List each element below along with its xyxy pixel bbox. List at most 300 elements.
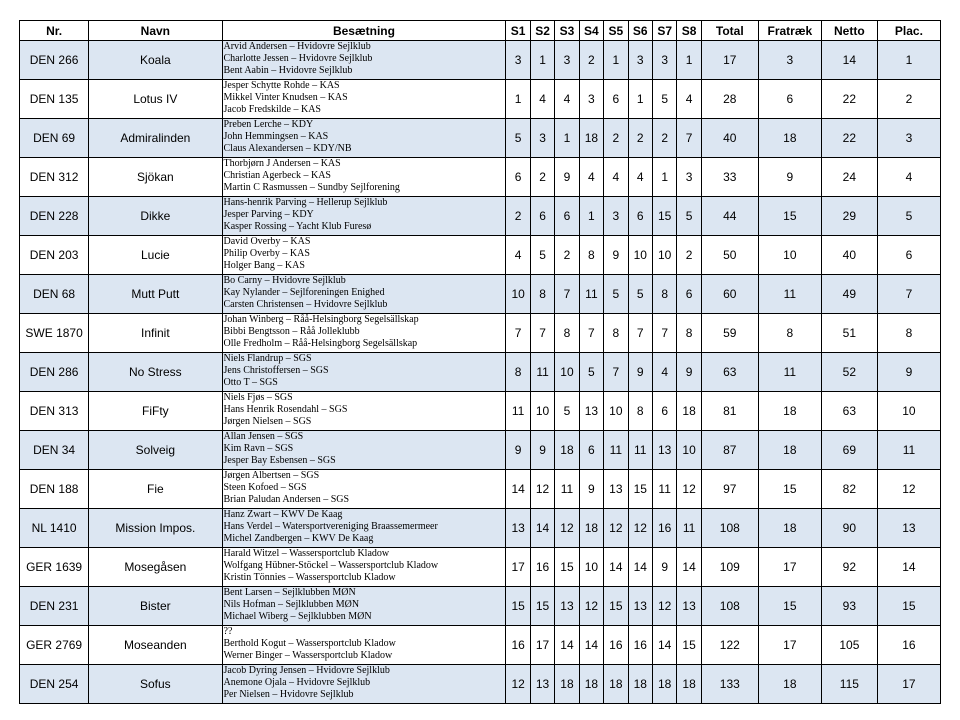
table-row [20, 80, 941, 119]
table-row [20, 392, 941, 431]
race-1-score-cell: 10 [506, 275, 530, 314]
race-5-score-cell: 5 [604, 275, 628, 314]
race-5-score-cell: 3 [604, 197, 628, 236]
crew-member: Niels Fjøs – SGS [223, 392, 293, 403]
crew-cell [222, 392, 506, 431]
placement-cell: 6 [877, 236, 940, 275]
crew-member: Christian Agerbeck – KAS [223, 170, 331, 182]
race-2-score-cell: 15 [530, 587, 554, 626]
crew-member: Harald Witzel – Wassersportclub Kladow [223, 548, 390, 559]
race-7-score-cell: 10 [652, 236, 676, 275]
race-8-score-cell: 3 [677, 158, 701, 197]
race-6-score-cell: 9 [628, 353, 652, 392]
race-6-score-cell: 7 [628, 314, 652, 353]
race-2-score-cell: 13 [530, 665, 554, 704]
table-row [20, 197, 941, 236]
crew-member: Berthold Kogut – Wassersportclub Kladow [223, 638, 396, 650]
col-header-s4: S4 [579, 21, 603, 41]
race-6-score-cell: 8 [628, 392, 652, 431]
crew-member: Bent Larsen – Sejlklubben MØN [223, 587, 356, 598]
crew-member: Otto T – SGS [223, 377, 278, 389]
crew-cell [222, 197, 506, 236]
crew-cell [222, 158, 506, 197]
race-2-score-cell: 8 [530, 275, 554, 314]
race-7-score-cell: 8 [652, 275, 676, 314]
race-7-score-cell: 18 [652, 665, 676, 704]
col-header-nr: Nr. [20, 21, 89, 41]
netto-cell: 51 [821, 314, 877, 353]
crew-cell [222, 431, 506, 470]
crew-cell [222, 470, 506, 509]
placement-cell: 1 [877, 41, 940, 80]
crew-member: Martin C Rasmussen – Sundby Sejlforening [223, 182, 400, 194]
col-header-s6: S6 [628, 21, 652, 41]
table-row [20, 41, 941, 80]
race-1-score-cell: 14 [506, 470, 530, 509]
race-1-score-cell: 8 [506, 353, 530, 392]
placement-cell: 14 [877, 548, 940, 587]
crew-member: John Hemmingsen – KAS [223, 131, 329, 143]
crew-cell [222, 41, 506, 80]
race-2-score-cell: 1 [530, 41, 554, 80]
crew-member: Hans Henrik Rosendahl – SGS [223, 404, 348, 416]
race-5-score-cell: 1 [604, 41, 628, 80]
crew-member: Bent Aabin – Hvidovre Sejlklub [223, 65, 353, 77]
sail-number-cell: DEN 203 [20, 236, 89, 275]
race-8-score-cell: 18 [677, 392, 701, 431]
sail-number-cell: DEN 254 [20, 665, 89, 704]
table-row [20, 626, 941, 665]
placement-cell: 15 [877, 587, 940, 626]
crew-member: Jesper Parving – KDY [223, 209, 314, 221]
race-2-score-cell: 17 [530, 626, 554, 665]
total-cell: 63 [701, 353, 758, 392]
race-6-score-cell: 12 [628, 509, 652, 548]
race-8-score-cell: 14 [677, 548, 701, 587]
race-6-score-cell: 16 [628, 626, 652, 665]
crew-cell [222, 314, 506, 353]
fratraek-cell: 17 [758, 626, 821, 665]
netto-cell: 93 [821, 587, 877, 626]
race-3-score-cell: 15 [555, 548, 579, 587]
total-cell: 17 [701, 41, 758, 80]
col-header-s7: S7 [652, 21, 676, 41]
total-cell: 122 [701, 626, 758, 665]
race-4-score-cell: 13 [579, 392, 603, 431]
crew-cell [222, 509, 506, 548]
race-4-score-cell: 2 [579, 41, 603, 80]
crew-member: Jørgen Nielsen – SGS [223, 416, 312, 428]
race-6-score-cell: 15 [628, 470, 652, 509]
placement-cell: 9 [877, 353, 940, 392]
race-5-score-cell: 13 [604, 470, 628, 509]
race-8-score-cell: 2 [677, 236, 701, 275]
crew-member: Charlotte Jessen – Hvidovre Sejlklub [223, 53, 373, 65]
crew-member: Wolfgang Hübner-Stöckel – Wassersportclub Kladow [223, 560, 439, 572]
boat-name-cell: Solveig [89, 431, 222, 470]
crew-member: Kim Ravn – SGS [223, 443, 294, 455]
table-row [20, 431, 941, 470]
col-header-s5: S5 [604, 21, 628, 41]
race-5-score-cell: 9 [604, 236, 628, 275]
sail-number-cell: NL 1410 [20, 509, 89, 548]
race-2-score-cell: 2 [530, 158, 554, 197]
boat-name-cell: Mosegåsen [89, 548, 222, 587]
fratraek-cell: 18 [758, 119, 821, 158]
fratraek-cell: 9 [758, 158, 821, 197]
netto-cell: 90 [821, 509, 877, 548]
race-7-score-cell: 6 [652, 392, 676, 431]
race-7-score-cell: 16 [652, 509, 676, 548]
crew-member: Hanz Zwart – KWV De Kaag [223, 509, 343, 520]
sail-number-cell: DEN 135 [20, 80, 89, 119]
placement-cell: 2 [877, 80, 940, 119]
crew-member: Werner Binger – Wassersportclub Kladow [223, 650, 393, 662]
netto-cell: 24 [821, 158, 877, 197]
sail-number-cell: SWE 1870 [20, 314, 89, 353]
crew-member: Hans Verdel – Watersportvereniging Braassemermeer [223, 521, 438, 533]
total-cell: 87 [701, 431, 758, 470]
table-row [20, 119, 941, 158]
total-cell: 97 [701, 470, 758, 509]
crew-member: Preben Lerche – KDY [223, 119, 314, 130]
race-8-score-cell: 15 [677, 626, 701, 665]
sail-number-cell: DEN 69 [20, 119, 89, 158]
total-cell: 50 [701, 236, 758, 275]
crew-member: Hans-henrik Parving – Hellerup Sejlklub [223, 197, 388, 208]
race-4-score-cell: 18 [579, 119, 603, 158]
boat-name-cell: Bister [89, 587, 222, 626]
race-7-score-cell: 12 [652, 587, 676, 626]
col-header-netto: Netto [821, 21, 877, 41]
total-cell: 133 [701, 665, 758, 704]
crew-member: Niels Flandrup – SGS [223, 353, 312, 364]
race-3-score-cell: 2 [555, 236, 579, 275]
col-header-s8: S8 [677, 21, 701, 41]
race-3-score-cell: 8 [555, 314, 579, 353]
crew-member: Philip Overby – KAS [223, 248, 310, 260]
table-row [20, 158, 941, 197]
race-4-score-cell: 3 [579, 80, 603, 119]
total-cell: 108 [701, 509, 758, 548]
crew-member: Steen Kofoed – SGS [223, 482, 307, 494]
col-header-fratraek: Fratræk [758, 21, 821, 41]
race-5-score-cell: 18 [604, 665, 628, 704]
race-2-score-cell: 16 [530, 548, 554, 587]
total-cell: 59 [701, 314, 758, 353]
netto-cell: 22 [821, 80, 877, 119]
sail-number-cell: GER 1639 [20, 548, 89, 587]
race-4-score-cell: 10 [579, 548, 603, 587]
sail-number-cell: DEN 188 [20, 470, 89, 509]
total-cell: 109 [701, 548, 758, 587]
placement-cell: 10 [877, 392, 940, 431]
placement-cell: 17 [877, 665, 940, 704]
placement-cell: 12 [877, 470, 940, 509]
race-8-score-cell: 12 [677, 470, 701, 509]
race-5-score-cell: 4 [604, 158, 628, 197]
race-8-score-cell: 10 [677, 431, 701, 470]
crew-member: Arvid Andersen – Hvidovre Sejlklub [223, 41, 371, 52]
race-5-score-cell: 10 [604, 392, 628, 431]
crew-member: Bo Carny – Hvidovre Sejlklub [223, 275, 346, 286]
table-row [20, 470, 941, 509]
fratraek-cell: 18 [758, 431, 821, 470]
race-8-score-cell: 7 [677, 119, 701, 158]
race-8-score-cell: 13 [677, 587, 701, 626]
race-5-score-cell: 12 [604, 509, 628, 548]
race-2-score-cell: 12 [530, 470, 554, 509]
race-6-score-cell: 14 [628, 548, 652, 587]
race-3-score-cell: 6 [555, 197, 579, 236]
race-6-score-cell: 1 [628, 80, 652, 119]
race-2-score-cell: 4 [530, 80, 554, 119]
fratraek-cell: 18 [758, 509, 821, 548]
race-4-score-cell: 1 [579, 197, 603, 236]
total-cell: 28 [701, 80, 758, 119]
fratraek-cell: 6 [758, 80, 821, 119]
race-1-score-cell: 13 [506, 509, 530, 548]
crew-member: Mikkel Vinter Knudsen – KAS [223, 92, 348, 104]
netto-cell: 14 [821, 41, 877, 80]
crew-member: ?? [223, 626, 233, 637]
netto-cell: 29 [821, 197, 877, 236]
race-8-score-cell: 1 [677, 41, 701, 80]
col-header-navn: Navn [89, 21, 222, 41]
crew-member: David Overby – KAS [223, 236, 311, 247]
netto-cell: 115 [821, 665, 877, 704]
table-row [20, 587, 941, 626]
crew-member: Carsten Christensen – Hvidovre Sejlklub [223, 299, 388, 311]
race-4-score-cell: 12 [579, 587, 603, 626]
race-4-score-cell: 4 [579, 158, 603, 197]
race-3-score-cell: 1 [555, 119, 579, 158]
netto-cell: 22 [821, 119, 877, 158]
table-row [20, 548, 941, 587]
boat-name-cell: Sofus [89, 665, 222, 704]
crew-member: Holger Bang – KAS [223, 260, 305, 272]
fratraek-cell: 18 [758, 392, 821, 431]
race-1-score-cell: 17 [506, 548, 530, 587]
sail-number-cell: DEN 68 [20, 275, 89, 314]
col-header-plac: Plac. [877, 21, 940, 41]
boat-name-cell: Fie [89, 470, 222, 509]
race-7-score-cell: 14 [652, 626, 676, 665]
crew-member: Jesper Bay Esbensen – SGS [223, 455, 336, 467]
crew-member: Jacob Dyring Jensen – Hvidovre Sejlklub [223, 665, 390, 676]
table-row [20, 314, 941, 353]
race-1-score-cell: 16 [506, 626, 530, 665]
race-5-score-cell: 16 [604, 626, 628, 665]
crew-cell [222, 587, 506, 626]
race-4-score-cell: 7 [579, 314, 603, 353]
placement-cell: 7 [877, 275, 940, 314]
race-2-score-cell: 14 [530, 509, 554, 548]
fratraek-cell: 15 [758, 587, 821, 626]
race-7-score-cell: 9 [652, 548, 676, 587]
race-6-score-cell: 10 [628, 236, 652, 275]
fratraek-cell: 15 [758, 470, 821, 509]
sail-number-cell: DEN 231 [20, 587, 89, 626]
race-6-score-cell: 2 [628, 119, 652, 158]
race-5-score-cell: 2 [604, 119, 628, 158]
crew-member: Michael Wiberg – Sejlklubben MØN [223, 611, 372, 623]
table-row [20, 275, 941, 314]
race-5-score-cell: 8 [604, 314, 628, 353]
sail-number-cell: DEN 228 [20, 197, 89, 236]
race-4-score-cell: 11 [579, 275, 603, 314]
netto-cell: 63 [821, 392, 877, 431]
fratraek-cell: 3 [758, 41, 821, 80]
race-2-score-cell: 3 [530, 119, 554, 158]
total-cell: 40 [701, 119, 758, 158]
race-3-score-cell: 7 [555, 275, 579, 314]
race-3-score-cell: 18 [555, 665, 579, 704]
placement-cell: 13 [877, 509, 940, 548]
race-3-score-cell: 10 [555, 353, 579, 392]
race-5-score-cell: 14 [604, 548, 628, 587]
race-1-score-cell: 7 [506, 314, 530, 353]
race-4-score-cell: 5 [579, 353, 603, 392]
race-8-score-cell: 8 [677, 314, 701, 353]
race-1-score-cell: 4 [506, 236, 530, 275]
boat-name-cell: FiFty [89, 392, 222, 431]
netto-cell: 69 [821, 431, 877, 470]
placement-cell: 11 [877, 431, 940, 470]
placement-cell: 5 [877, 197, 940, 236]
race-3-score-cell: 13 [555, 587, 579, 626]
placement-cell: 3 [877, 119, 940, 158]
crew-member: Kristin Tönnies – Wassersportclub Kladow [223, 572, 396, 584]
crew-member: Bibbi Bengtsson – Råå Jolleklubb [223, 326, 360, 338]
total-cell: 44 [701, 197, 758, 236]
crew-cell [222, 353, 506, 392]
placement-cell: 16 [877, 626, 940, 665]
crew-member: Johan Winberg – Råå-Helsingborg Segelsällskap [223, 314, 419, 325]
race-3-score-cell: 18 [555, 431, 579, 470]
crew-cell [222, 548, 506, 587]
col-header-total: Total [701, 21, 758, 41]
total-cell: 60 [701, 275, 758, 314]
col-header-besaetning: Besætning [222, 21, 506, 41]
crew-member: Allan Jensen – SGS [223, 431, 304, 442]
race-6-score-cell: 11 [628, 431, 652, 470]
race-7-score-cell: 1 [652, 158, 676, 197]
race-7-score-cell: 5 [652, 80, 676, 119]
race-7-score-cell: 4 [652, 353, 676, 392]
race-4-score-cell: 6 [579, 431, 603, 470]
fratraek-cell: 11 [758, 353, 821, 392]
race-4-score-cell: 18 [579, 509, 603, 548]
race-1-score-cell: 6 [506, 158, 530, 197]
race-6-score-cell: 6 [628, 197, 652, 236]
total-cell: 81 [701, 392, 758, 431]
boat-name-cell: Infinit [89, 314, 222, 353]
netto-cell: 49 [821, 275, 877, 314]
race-5-score-cell: 7 [604, 353, 628, 392]
race-8-score-cell: 4 [677, 80, 701, 119]
table-row [20, 353, 941, 392]
race-7-score-cell: 15 [652, 197, 676, 236]
race-6-score-cell: 13 [628, 587, 652, 626]
race-5-score-cell: 11 [604, 431, 628, 470]
crew-member: Jens Christoffersen – SGS [223, 365, 329, 377]
netto-cell: 92 [821, 548, 877, 587]
race-7-score-cell: 13 [652, 431, 676, 470]
race-3-score-cell: 4 [555, 80, 579, 119]
sail-number-cell: DEN 312 [20, 158, 89, 197]
sail-number-cell: GER 2769 [20, 626, 89, 665]
crew-member: Nils Hofman – Sejlklubben MØN [223, 599, 360, 611]
crew-member: Jørgen Albertsen – SGS [223, 470, 320, 481]
crew-cell [222, 275, 506, 314]
fratraek-cell: 10 [758, 236, 821, 275]
race-3-score-cell: 5 [555, 392, 579, 431]
crew-cell [222, 626, 506, 665]
netto-cell: 82 [821, 470, 877, 509]
race-8-score-cell: 11 [677, 509, 701, 548]
race-3-score-cell: 11 [555, 470, 579, 509]
fratraek-cell: 11 [758, 275, 821, 314]
crew-member: Anemone Ojala – Hvidovre Sejlklub [223, 677, 371, 689]
crew-member: Jacob Fredskilde – KAS [223, 104, 321, 116]
race-4-score-cell: 18 [579, 665, 603, 704]
race-2-score-cell: 9 [530, 431, 554, 470]
boat-name-cell: No Stress [89, 353, 222, 392]
table-body [20, 41, 941, 704]
crew-member: Thorbjørn J Andersen – KAS [223, 158, 341, 169]
table-row [20, 236, 941, 275]
col-header-s3: S3 [555, 21, 579, 41]
race-2-score-cell: 6 [530, 197, 554, 236]
race-3-score-cell: 9 [555, 158, 579, 197]
sail-number-cell: DEN 34 [20, 431, 89, 470]
col-header-s2: S2 [530, 21, 554, 41]
placement-cell: 8 [877, 314, 940, 353]
sail-number-cell: DEN 286 [20, 353, 89, 392]
race-1-score-cell: 5 [506, 119, 530, 158]
fratraek-cell: 17 [758, 548, 821, 587]
race-1-score-cell: 3 [506, 41, 530, 80]
race-1-score-cell: 2 [506, 197, 530, 236]
race-7-score-cell: 11 [652, 470, 676, 509]
race-2-score-cell: 7 [530, 314, 554, 353]
col-header-s1: S1 [506, 21, 530, 41]
crew-member: Per Nielsen – Hvidovre Sejlklub [223, 689, 354, 701]
race-6-score-cell: 3 [628, 41, 652, 80]
fratraek-cell: 8 [758, 314, 821, 353]
race-1-score-cell: 15 [506, 587, 530, 626]
race-4-score-cell: 14 [579, 626, 603, 665]
fratraek-cell: 15 [758, 197, 821, 236]
boat-name-cell: Lucie [89, 236, 222, 275]
race-1-score-cell: 12 [506, 665, 530, 704]
crew-cell [222, 80, 506, 119]
sail-number-cell: DEN 313 [20, 392, 89, 431]
boat-name-cell: Mutt Putt [89, 275, 222, 314]
race-7-score-cell: 7 [652, 314, 676, 353]
crew-member: Michel Zandbergen – KWV De Kaag [223, 533, 374, 545]
fratraek-cell: 18 [758, 665, 821, 704]
table-row [20, 509, 941, 548]
race-7-score-cell: 3 [652, 41, 676, 80]
crew-member: Kasper Rossing – Yacht Klub Furesø [223, 221, 372, 233]
race-4-score-cell: 8 [579, 236, 603, 275]
race-6-score-cell: 4 [628, 158, 652, 197]
netto-cell: 105 [821, 626, 877, 665]
race-6-score-cell: 18 [628, 665, 652, 704]
race-2-score-cell: 5 [530, 236, 554, 275]
